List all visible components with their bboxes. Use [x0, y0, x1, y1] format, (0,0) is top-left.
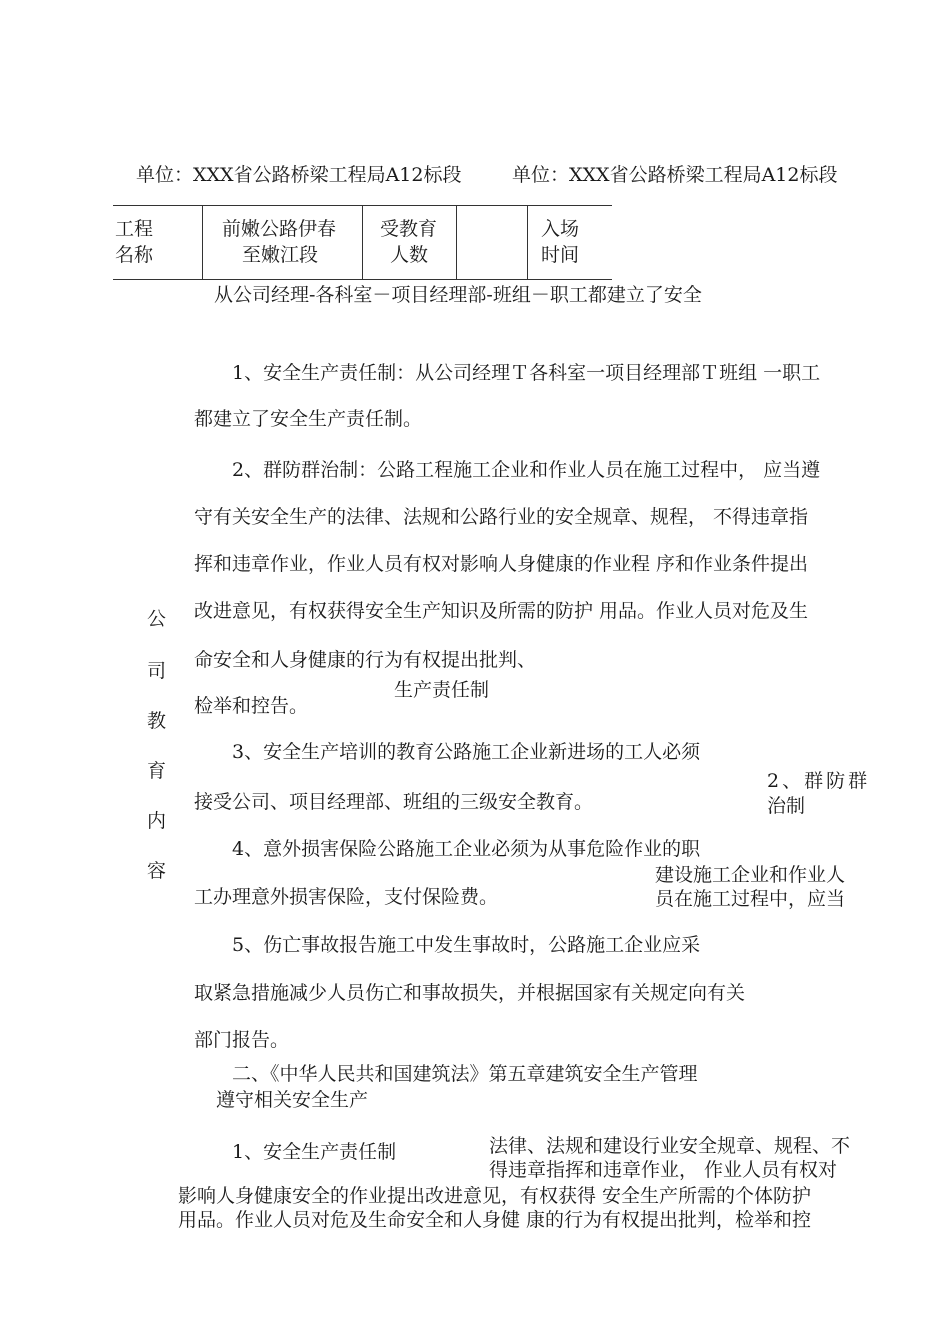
right-column-text: 建设施工企业和作业人 [655, 864, 846, 886]
table-cell-trainees-label: 受教育 [380, 218, 438, 240]
paragraph-line: 3、安全生产培训的教育公路施工企业新进场的工人必须 [232, 741, 701, 763]
paragraph-line: 5、伤亡事故报告施工中发生事故时，公路施工企业应采 [232, 934, 701, 956]
paragraph-line: 得违章指挥和违章作业， 作业人员有权对 [489, 1159, 838, 1181]
side-label-char: 内 [147, 810, 167, 832]
table-cell-entry-label: 入场 [541, 218, 580, 240]
paragraph-line: 检举和控告。 [194, 695, 309, 717]
paragraph-line: 4、意外损害保险公路施工企业必须为从事危险作业的职 [232, 838, 701, 860]
paragraph-line: 守有关安全生产的法律、法规和公路行业的安全规章、规程， 不得违章指 [194, 506, 809, 528]
paragraph-line: 法律、法规和建设行业安全规章、规程、不 [489, 1135, 851, 1157]
paragraph-line: 挥和违章作业，作业人员有权对影响人身健康的作业程 序和作业条件提出 [194, 553, 809, 575]
table-cell-project-name: 至嫩江段 [242, 244, 319, 266]
right-column-text: 治制 [767, 795, 806, 817]
section-subheading: 遵守相关安全生产 [216, 1089, 369, 1111]
table-cell-project-label: 工程 [115, 218, 154, 240]
float-text: 生产责任制 [394, 679, 490, 701]
side-label-char: 公 [147, 608, 167, 630]
paragraph-line: 2、群防群治制：公路工程施工企业和作业人员在施工过程中， 应当遵 [232, 459, 821, 481]
side-label-char: 司 [147, 660, 167, 682]
paragraph-line: 1、安全生产责任制 [232, 1141, 397, 1163]
paragraph-line: 部门报告。 [194, 1029, 290, 1051]
side-label-char: 教 [147, 710, 167, 732]
table-cell-entry-label: 时间 [541, 244, 580, 266]
paragraph-line: 用品。作业人员对危及生命安全和人身健 康的行为有权提出批判，检举和控 [178, 1209, 812, 1231]
unit-right: 单位：XXX省公路桥梁工程局A12标段 [512, 164, 838, 186]
paragraph-line: 影响人身健康安全的作业提出改进意见，有权获得 安全生产所需的个体防护 [178, 1185, 812, 1207]
side-label-char: 容 [147, 860, 167, 882]
paragraph-line: 都建立了安全生产责任制。 [194, 408, 423, 430]
unit-left: 单位：XXX省公路桥梁工程局A12标段 [136, 164, 462, 186]
paragraph-line: 1、安全生产责任制：从公司经理Ｔ各科室一项目经理部Ｔ班组 一职工 [232, 362, 821, 384]
side-label-char: 育 [147, 760, 167, 782]
table-divider [456, 205, 457, 279]
right-column-text: 员在施工过程中，应当 [655, 888, 846, 910]
table-divider [527, 205, 528, 279]
paragraph-line: 取紧急措施减少人员伤亡和事故损失，并根据国家有关规定向有关 [194, 982, 746, 1004]
section-heading: 二、《中华人民共和国建筑法》第五章建筑安全生产管理 [232, 1063, 698, 1085]
table-bottom-border [113, 279, 612, 280]
paragraph-line: 工办理意外损害保险，支付保险费。 [194, 886, 499, 908]
intro-line: 从公司经理-各科室－项目经理部-班组－职工都建立了安全 [214, 284, 702, 306]
table-cell-project-name: 前嫩公路伊春 [222, 218, 337, 240]
right-column-text: 2、群防群 [767, 770, 871, 792]
table-divider [202, 205, 203, 279]
table-cell-trainees-label: 人数 [390, 244, 429, 266]
paragraph-line: 接受公司、项目经理部、班组的三级安全教育。 [194, 791, 594, 813]
paragraph-line: 命安全和人身健康的行为有权提出批判、 [194, 649, 537, 671]
table-cell-project-label: 名称 [115, 244, 154, 266]
paragraph-line: 改进意见，有权获得安全生产知识及所需的防护 用品。作业人员对危及生 [194, 600, 809, 622]
table-divider [362, 205, 363, 279]
